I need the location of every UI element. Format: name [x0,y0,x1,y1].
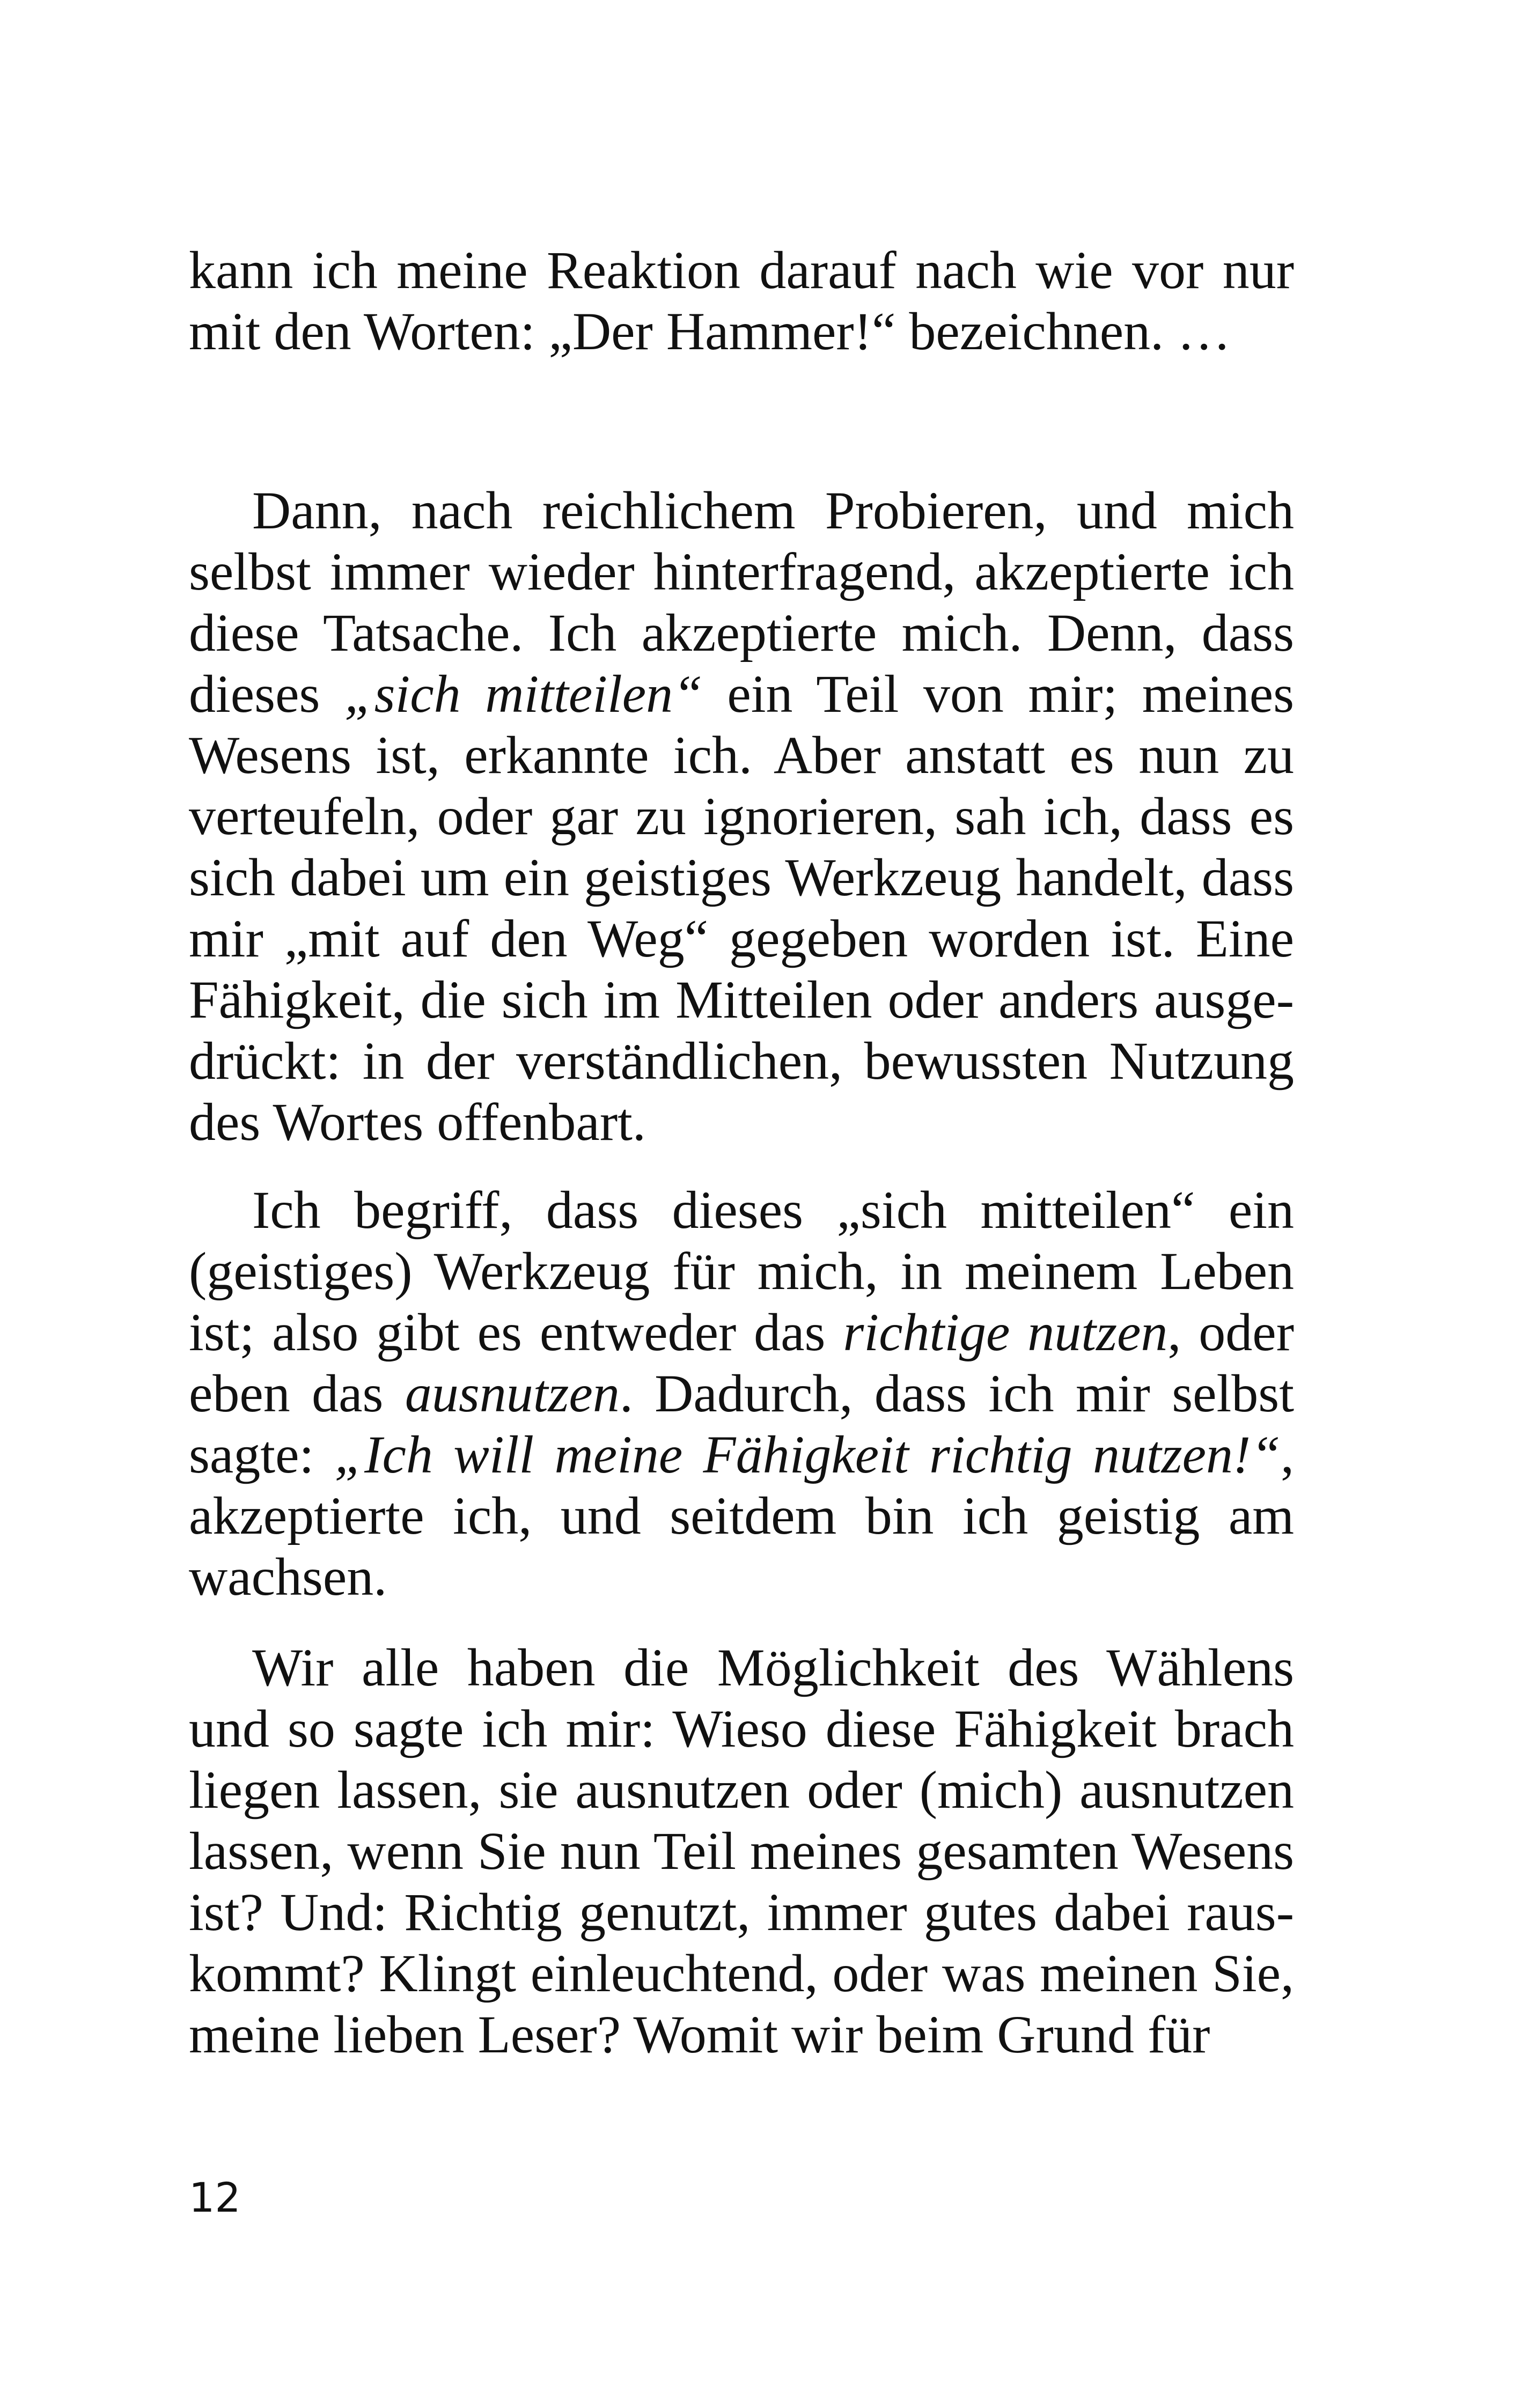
paragraph-tool [189,1180,1294,1608]
paragraph-text [189,1637,1294,2065]
text-run: kann ich meine Reaktion darauf nach wie vor nur mit den Worten: „Der Hammer!“ bezeichnen. … [189,240,1294,361]
emphasis-text: „Ich will meine Fähigkeit richtig nutzen!“ [334,1425,1281,1484]
emphasis-text: richtige nutzen [843,1302,1168,1362]
text-run: Ich begriff, dass dieses „sich mitteilen“ ein (geistiges) Werkzeug für mich, in meinem Leben ist; also gibt es entweder das [189,1180,1294,1362]
text-run: . Dadurch, dass ich mir selbst sagte: [189,1364,1294,1484]
paragraph-continuation [189,240,1294,362]
text-run: ein Teil von mir; meines Wesens ist, erkannte ich. Aber anstatt es nun zu verteufeln, oder gar zu ignorieren, sah ich, dass es sich dabei um ein geistiges Werkzeug handelt, dass mir „mit auf den Weg“ gegeben worden ist. Eine Fähigkeit, die sich im Mitteilen oder anders ausgedrückt: in der verständlichen, bewussten Nutzung des Wortes offenbart. [189,664,1294,1152]
text-run: , akzeptierte ich, und seitdem bin ich geistig am wachsen. [189,1425,1294,1607]
emphasis-text: ausnutzen [405,1364,620,1423]
paragraph-acceptance [189,480,1294,1153]
emphasis-text: „sich mitteilen“ [344,664,703,724]
paragraph-text [189,1180,1294,1608]
page-number: 12 [189,2174,241,2221]
text-run: Dann, nach reichlichem Probieren, und mich selbst immer wieder hinterfragend, akzeptierte ich diese Tatsache. Ich akzeptierte mich. Denn, dass dieses [189,481,1294,724]
paragraph-text [189,480,1294,1153]
text-run: Wir alle haben die Möglichkeit des Wählens und so sagte ich mir: Wieso diese Fähigkeit brach liegen lassen, sie ausnutzen oder (mich) ausnutzen lassen, wenn Sie nun Teil meines gesamten Wesens ist? Und: Richtig genutzt, immer gutes dabei rauskommt? Klingt einleuchtend, oder was meinen Sie, meine lieben Leser? Womit wir beim Grund für [189,1638,1294,2064]
paragraph-choice [189,1637,1294,2065]
text-run: , oder eben das [189,1302,1294,1423]
paragraph-text [189,240,1294,362]
